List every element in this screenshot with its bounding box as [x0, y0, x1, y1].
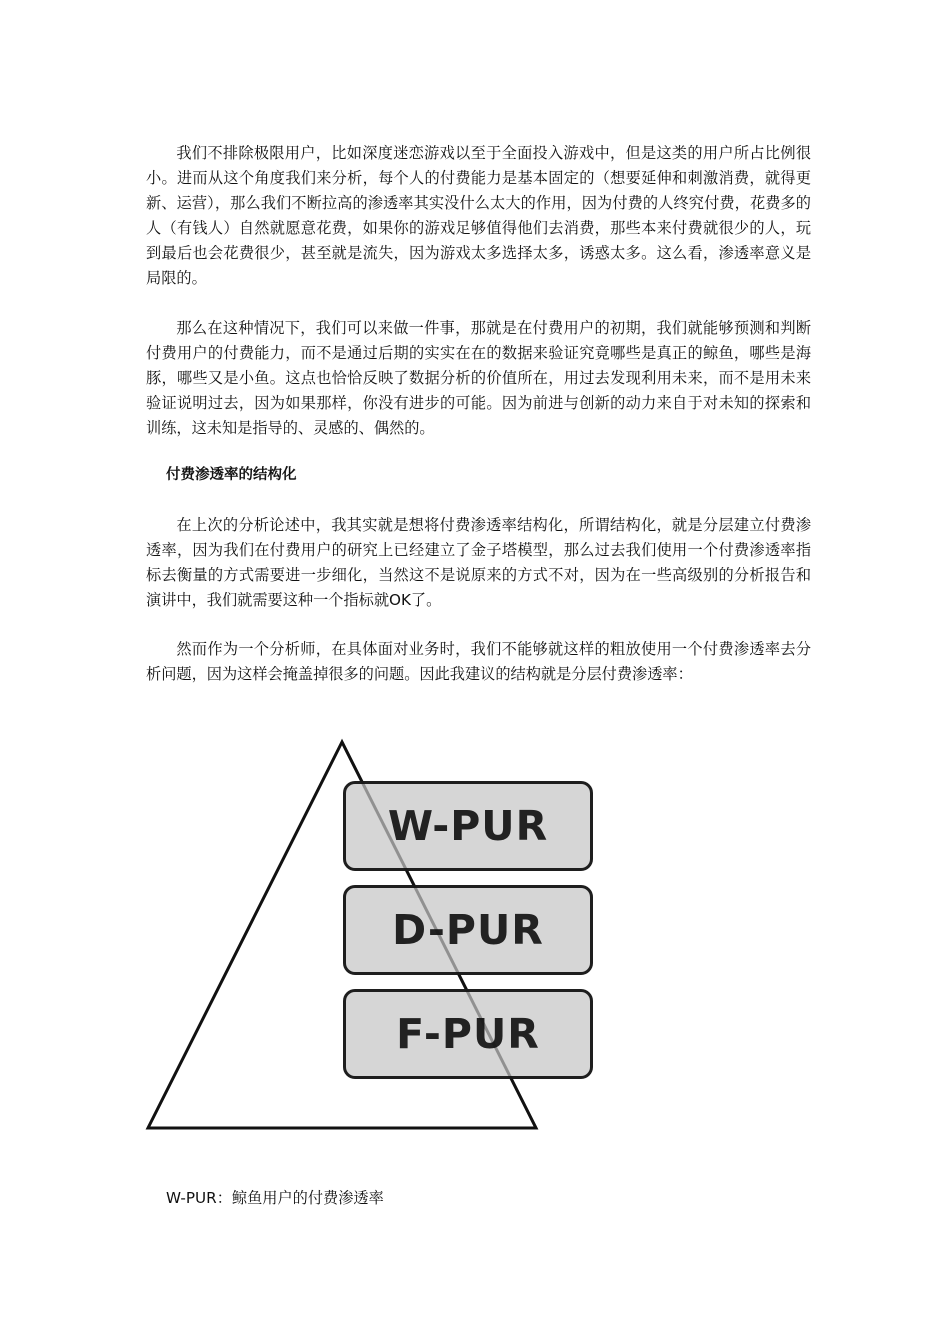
paragraph-3-text-b: 了。: [410, 591, 442, 609]
d-pur-box: D-PUR: [343, 885, 593, 975]
caption-text: ：鲸鱼用户的付费渗透率: [216, 1189, 384, 1207]
w-pur-box: W-PUR: [343, 781, 593, 871]
paragraph-1: 我们不排除极限用户，比如深度迷恋游戏以至于全面投入游戏中，但是这类的用户所占比例很小。进而从这个角度我们来分析，每个人的付费能力是基本固定的（想要延伸和刺激消费，就得更新、运营），那么我们不断拉高的渗透率其实没什么太大的作用，因为付费的人终究付费，花费多的人（有钱人）自然就愿意花费，如果你的游戏足够值得他们去消费，那些本来付费就很少的人，玩到最后也会花费很少，甚至就是流失，因为游戏太多选择太多，诱惑太多。这么看，渗透率意义是局限的。: [146, 144, 811, 287]
caption: [166, 1186, 384, 1211]
section-heading: 付费渗透率的结构化: [166, 467, 297, 483]
pyramid-edge-overlay: [140, 735, 610, 1140]
paragraph-4: 然而作为一个分析师，在具体面对业务时，我们不能够就这样的粗放使用一个付费渗透率去分析问题，因为这样会掩盖掉很多的问题。因此我建议的结构就是分层付费渗透率：: [146, 640, 811, 683]
paragraph-3: [146, 513, 811, 613]
pyramid-diagram: [140, 735, 610, 1140]
paragraph-3-text-a: 在上次的分析论述中，我其实就是想将付费渗透率结构化，所谓结构化，就是分层建立付费渗透率，因为我们在付费用户的研究上已经建立了金子塔模型，那么过去我们使用一个付费渗透率指标去衡量的方式需要进一步细化，当然这不是说原来的方式不对，因为在一些高级别的分析报告和演讲中，我们就需要这种一个指标就: [146, 516, 811, 609]
caption-term: W-PUR: [166, 1189, 217, 1207]
paragraph-2: 那么在这种情况下，我们可以来做一件事，那就是在付费用户的初期，我们就能够预测和判断付费用户的付费能力，而不是通过后期的实实在在的数据来验证究竟哪些是真正的鲸鱼，哪些是海豚，哪些又是小鱼。这点也恰恰反映了数据分析的价值所在，用过去发现利用未来，而不是用未来验证说明过去，因为如果那样，你没有进步的可能。因为前进与创新的动力来自于对未知的探索和训练，这未知是指导的、灵感的、偶然的。: [146, 319, 811, 437]
paragraph-3-ok: OK: [389, 591, 411, 609]
f-pur-box: F-PUR: [343, 989, 593, 1079]
